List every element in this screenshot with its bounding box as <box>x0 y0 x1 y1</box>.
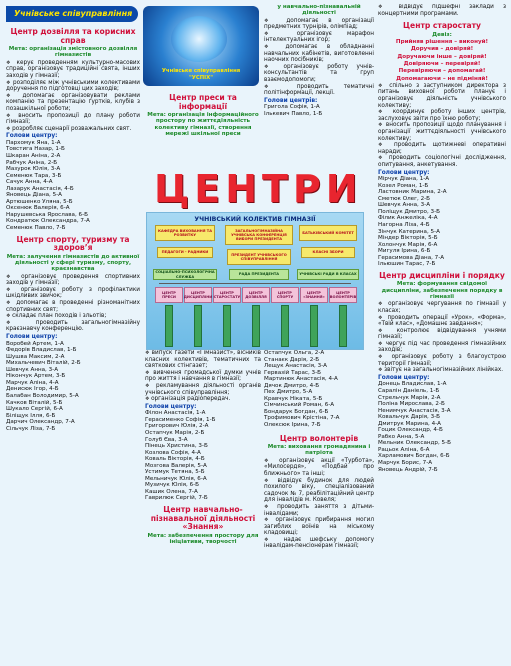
heads-label: Голови центру: <box>378 374 430 381</box>
member: Холончук Марія, 6-А <box>378 241 438 248</box>
motto-line: Допомагаючи – не підміняй! <box>396 75 488 82</box>
diagram-column <box>194 305 202 347</box>
logo-caption-1: Учнівське співуправління <box>161 68 241 74</box>
volunteer-center-title: Центр волонтерів <box>279 433 359 443</box>
centers-headline: ЦЕНТРИ <box>154 167 363 211</box>
diagram-box: ЗАГАЛЬНОГІМНАЗІЙНА УЧНІВСЬКА КОНФЕРЕНЦІЯ ВИБОРИ ПРЕЗИДЕНТА <box>225 225 293 245</box>
diagram-box: ЦЕНТР ВОЛОНТЕРІВ <box>329 287 357 303</box>
diagram-box: ЦЕНТР СТАРОСТАТУ <box>213 287 241 303</box>
member: Денисюк Ігор, 4-Б <box>6 386 59 393</box>
member: Козлова Софія, 4-А <box>145 449 201 456</box>
member: Мартинюк Анастасія, 4-А <box>264 376 338 383</box>
member: Яновець Діана, 5-А <box>6 192 62 199</box>
list-item: ❖ розробляє сценарії розважальних свят. <box>6 126 140 133</box>
member: Зінчук Катерина, 5-А <box>378 228 440 235</box>
member: Пархомук Яна, 1-А <box>6 139 61 146</box>
motto-line: Перевіряючи – допомагай! <box>398 68 486 75</box>
list-item: ❖ проводить загальногімназійну краєзнавчу конференцію. <box>6 320 140 333</box>
member: Оксенюк Валерія, 6-А <box>6 205 70 212</box>
press-center-goal: Мета: організація інформаційного простору по життєдіяльність колективу гімназії, створення мережі шкільної преси <box>147 112 259 138</box>
member: Кравчук Ніката, 5-Б <box>264 395 323 402</box>
member: Нарушевська Ярослава, 6-Б <box>6 211 88 218</box>
diagram-column <box>339 305 347 347</box>
knowledge-center-goal: Мета: забезпечення простору для ініціативи, творчості <box>147 532 259 546</box>
diagram-box: ЦЕНТР ДОЗВІЛЛЯ <box>242 287 270 303</box>
press-center-block <box>145 92 261 164</box>
member: Григола Софія, 1-А <box>264 104 320 111</box>
member: Голуб Єва, 3-А <box>145 436 188 443</box>
member: Остапчук Марія, 2-Б <box>145 429 205 436</box>
diagram-box: ПЕДАГОГИ - РАДНИКИ <box>157 247 213 258</box>
list-item: ❖ рекламування діяльності органів учнівського співуправління; <box>145 383 261 396</box>
volunteer-center-goal: Мета: виховання громадянина і патріота <box>267 444 371 457</box>
member: Артюшенко Уляна, 5-Б <box>6 198 73 205</box>
member: Мазурок Юлія, 3-А <box>6 166 61 173</box>
list-item: ❖ чергує під час проведення гімназійних заходів; <box>378 341 506 354</box>
list-item: ❖ відвідує будинок для людей похилого віку, спеціалізований садочок № 7, реабілітаційний центр для інвалідів м. Ковеля; <box>264 478 374 504</box>
member: Нагорна Ліза, 4-Б <box>378 222 430 228</box>
diagram-column <box>310 305 318 347</box>
heads-label: Голови центру: <box>6 333 58 340</box>
member: Дячок Дмитро, 4-Б <box>264 382 320 389</box>
list-item: ❖ організовує чергування по гімназії у класах; <box>378 301 506 314</box>
member: Ковальчук Дарія, 3-Б <box>378 414 441 421</box>
member: Качков Віталій, 5-Б <box>6 399 63 406</box>
list-item: ❖ організовує прибирання могил загиблих воїнів на міському кладовищі; <box>264 517 374 537</box>
list-item: ❖ допомагає в обладнанні навчальних кабінетів, виготовленні наочних посібників; <box>264 44 374 64</box>
member: Харламович Богдан, 6-Б <box>378 453 450 460</box>
member: Григорович Юлія, 2-А <box>145 423 209 430</box>
member: Бондарук Богдан, 6-Б <box>264 408 329 415</box>
diagram-column <box>252 305 260 347</box>
knowledge-goal-tail: у навчально-пізнавальній діяльності <box>277 4 361 17</box>
list-item: ❖ проводить операції «Урок», «Форма», «Твій клас», «Домашнє завдання»; <box>378 315 506 328</box>
member: Мельничук Юлія, 6-А <box>145 475 207 482</box>
member: Біліщук Ілля, 6-Б <box>6 412 56 419</box>
logo-caption-2: "УСПІХ" <box>189 75 213 81</box>
column-4 <box>378 4 506 666</box>
member: Товстига Назар, 1-Б <box>6 146 65 153</box>
member: Філон Анастасія, 1-А <box>145 410 206 417</box>
list-item: ❖ організовує роботу учнів-консультантів та груп взаємодопомоги; <box>264 64 374 84</box>
heads-label: Голови центру: <box>6 133 58 140</box>
member: Яновець Андрій, 7-Б <box>378 466 438 473</box>
member: Олексюк Ірина, 7-Б <box>264 422 321 429</box>
diagram-box: ЦЕНТР «ЗНАННЯ» <box>300 287 328 303</box>
prefects-center-title: Центр старостату <box>403 21 481 31</box>
member: Шушва Максим, 2-А <box>6 353 65 360</box>
member: Сачук Анна, 4-А <box>6 179 53 186</box>
member: Пех Дмитро, 5-А <box>264 389 313 396</box>
member: Шкаран Аніна, 2-А <box>6 153 61 159</box>
list-item: ❖ розподіляє між учнівськими колективами доручення по підготовці цих заходів; <box>6 80 140 93</box>
diagram-box: КЛАСНІ ЗБОРИ <box>301 247 355 258</box>
press-center-duties <box>145 350 261 666</box>
diagram-box: ЦЕНТР СПОРТУ <box>271 287 299 303</box>
motto-line: Довіряючи – перевіряй! <box>403 60 481 67</box>
member: Михальчевич Віталій, 2-Б <box>6 360 81 367</box>
member: Пінець Христина, 3-Б <box>145 443 208 450</box>
list-item: ❖ організовує акції «Турбота», «Милосердя», «Подбай про ближнього» та інші; <box>264 458 374 478</box>
diagram-column <box>223 305 231 347</box>
diagram-box: КАФЕДРА ВИХОВАННЯ ТА РОЗВИТКУ <box>155 225 215 241</box>
member: Рабчук Аніна, 2-Б <box>6 159 58 166</box>
list-item: ❖ організовує проведення спортивних заходів у гімназії; <box>6 274 140 287</box>
list-item: ❖ вносить пропозиції щодо планування і організації життєдіяльності учнівського колективу; <box>378 122 506 142</box>
member: Міндер Вікторія, 5-Б <box>378 235 438 242</box>
sport-center-goal: Мета: залучення гімназистів до активної діяльності у сфері туризму, спорту, краєзнавства <box>6 253 140 273</box>
list-item: ❖ проводить щотижневі оперативні наради; <box>378 142 506 155</box>
discipline-center-title: Центр дисципліни і порядку <box>379 270 505 280</box>
member: Музичук Юлія, 6-Б <box>145 482 200 489</box>
knowledge-center-continuation <box>264 4 374 166</box>
member: Лазарук Анастасія, 4-Б <box>6 185 74 192</box>
heads-label: Голови центру: <box>378 169 430 176</box>
member: Мірчук Діана, 1-А <box>378 176 430 183</box>
list-item: ❖ допомагає в проведенні різноманітних спортивних свят; <box>6 300 140 313</box>
member: Гервазій Тарас, 3-Б <box>264 369 321 376</box>
motto-label: Девіз: <box>432 31 452 38</box>
diagram-box: ЦЕНТР ДИСЦИПЛІНИ <box>184 287 212 303</box>
member: Сметюк Олег, 2-Б <box>378 195 431 202</box>
leisure-center-goal: Мета: організація змістовного дозвілля гімназистів <box>8 46 138 59</box>
list-item: ❖ спільно з заступником директора з питань виховної роботи планує і організовує діяльність учнівського колективу; <box>378 83 506 109</box>
motto-line: Доручаючи інше – довіряй! <box>397 53 487 60</box>
member: Шукало Сергій, 6-А <box>6 406 63 413</box>
list-item: ❖ організовує роботу з профілактики шкідливих звичок; <box>6 287 140 300</box>
list-item: ❖ керує проведенням культурно-масових справ, організовує традиційні свята, інших заходів у гімназії; <box>6 60 140 80</box>
member: Герасименко Софія, 1-Б <box>145 416 216 423</box>
diagram-box: УЧНІВСЬКІ РАДИ В КЛАСАХ <box>297 269 359 280</box>
sport-center-title: Центр спорту, туризму та здоров’я <box>16 234 130 253</box>
list-item: ❖ проводить соціологічні дослідження, опитування, анкетування. <box>378 155 506 168</box>
member: Філик Анжеліка, 4-А <box>378 215 438 222</box>
member: Федорів Владислав, 1-Б <box>6 347 77 354</box>
member: Мигуля Ірина, 6-Б <box>378 248 431 255</box>
member: Ластовник Марина, 2-А <box>378 189 447 196</box>
banner-text: Учнівське співуправління <box>14 9 133 18</box>
member: Донець Владислав, 1-А <box>378 381 447 388</box>
list-item: ❖ надає шефську допомогу інвалідам-пенсіонерам гімназії; <box>264 537 374 550</box>
list-item: ❖ проводить заняття з дітьми-інвалідами; <box>264 504 374 517</box>
diagram-column <box>281 305 289 347</box>
list-item: ❖ контролює відвідування учнями гімназії; <box>378 328 506 341</box>
member: Шевчук Анна, 3-А <box>6 366 59 373</box>
member: Остапчук Ольга, 2-А <box>264 350 325 356</box>
list-item: ❖ випуск газети «Гімназист», вісників класних колективів, тематичних та святкових стінгазет; <box>145 350 261 370</box>
member: Ненимчук Анастасія, 3-А <box>378 407 451 414</box>
list-item: ❖ проводить тематичні політінформації, лекції. <box>264 84 374 97</box>
member: Ільюшин Тарас, 7-Б <box>378 261 436 268</box>
motto-line: Доручив – довіряй! <box>410 46 474 53</box>
member: Стрельчук Марія, 2-А <box>378 394 441 401</box>
member: Шевчук Анна, 3-А <box>378 202 431 209</box>
member: Гаврилюк Сергій, 7-Б <box>145 495 208 502</box>
member: Сільчук Ліза, 7-Б <box>6 425 56 432</box>
member: Саралін Даніель, 1-Б <box>378 387 440 394</box>
leisure-center-title: Центр дозвілля та корисних справ <box>10 27 136 45</box>
member: Марчук Борис, 7-А <box>378 460 433 466</box>
diagram-column <box>165 305 173 347</box>
member: Лещук Анастасія, 3-А <box>264 363 328 370</box>
member: Семенюк Павло, 7-Б <box>6 225 66 232</box>
member: Коваль Вікторія, 4-Б <box>145 456 205 463</box>
heads-label: Голови центру: <box>145 403 197 410</box>
member: Балабан Володимир, 5-А <box>6 392 79 399</box>
connector-line <box>159 283 351 284</box>
motto-line: Прийняв рішення – виконуй! <box>395 39 489 46</box>
list-item: ❖ допомагає в організації предметних турнірів, олімпіад; <box>264 18 374 31</box>
list-item: ❖ вносить пропозиції до плану роботи гімназії; <box>6 113 140 126</box>
member: Кондратюк Олександра, 7-А <box>6 218 90 225</box>
member: Устимук Тетяна, 5-Б <box>145 469 205 476</box>
member: Кашик Олена, 7-А <box>145 488 198 495</box>
member: Ількевич Павло, 1-Б <box>264 110 323 117</box>
diagram-title: УЧНІВСЬКИЙ КОЛЕКТИВ ГІМНАЗІЇ <box>194 216 316 223</box>
member: Дмитрук Марина, 4-А <box>378 420 441 427</box>
discipline-center-goal: Мета: формування свідомої дисципліни, забезпечення порядку в гімназії <box>381 281 503 301</box>
diagram-box: ЦЕНТР ПРЕСИ <box>155 287 183 303</box>
member: Гоцик Олександр, 4-Б <box>378 427 443 434</box>
member: Марчук Аліна, 4-А <box>6 379 59 386</box>
list-item: ❖ координує роботу інших центрів, заслуховує звіти про їхню роботу; <box>378 109 506 122</box>
member: Трофимович Крістіна, 7-А <box>264 415 340 422</box>
member: Мозгова Валерія, 5-А <box>145 462 207 469</box>
member: Мельник Олександр, 5-Б <box>378 440 451 447</box>
member: Семенюк Тара, 3-Б <box>6 172 62 179</box>
member: Рацьок Аліна, 6-А <box>378 446 430 453</box>
list-item: ❖ допомагає організовувати реклами компанію та презентацію гуртків, клубів з позашкільної роботи; <box>6 93 140 113</box>
list-item: ❖ складає план походів і зльотів; <box>6 313 140 320</box>
heads-label: Голови центрів: <box>264 97 318 104</box>
press-center-title: Центр преси та інформації <box>169 93 237 111</box>
knowledge-center-title: Центр навчально-пізнавальної діяльності «Знання» <box>150 505 256 532</box>
member: Рабко Анна, 5-А <box>378 433 425 440</box>
member: Дарчич Олександр, 7-А <box>6 419 75 426</box>
structure-diagram <box>146 212 364 350</box>
diagram-box: БАТЬКІВСЬКИЙ КОМІТЕТ <box>299 225 357 241</box>
globe-icon <box>171 16 227 62</box>
member: Нікончук Артем, 3-Б <box>6 373 66 380</box>
member: Станаєк Дарія, 2-Б <box>264 356 320 363</box>
volunteer-center-block <box>264 350 374 666</box>
member: Воробей Артем, 1-А <box>6 340 64 347</box>
diagram-box: СОЦІАЛЬНО-ПСИХОЛОГІЧНА СЛУЖБА <box>153 269 217 280</box>
member: Герасимова Діана, 7-А <box>378 254 445 261</box>
list-item: ❖ вивчення громадської думки учнів про життя і навчання в гімназії; <box>145 370 261 383</box>
member: Козел Роман, 1-Б <box>378 182 429 189</box>
list-item: ❖ організовує роботу з благоустрою території гімназії; <box>378 354 506 367</box>
diagram-box: ПРЕЗИДЕНТ УЧНІВСЬКОГО СПІВУПРАВЛІННЯ <box>227 249 291 265</box>
diagram-box: РАДА ПРЕЗИДЕНТА <box>229 269 289 280</box>
list-item: ❖ організовує марафон інтелектуальних ігор; <box>264 31 374 44</box>
list-item: ❖ організація радіопередач. <box>145 396 261 403</box>
list-item: ❖ відвідує підшефні заклади з концертними програмами. <box>378 4 506 17</box>
member: Поліна Мирослава, 2-Б <box>378 401 445 408</box>
member: Сімчинський Роман, 6-А <box>264 402 335 409</box>
section-banner <box>6 6 138 22</box>
list-item: ❖ звітує на загальногімназійних лінійках. <box>378 367 506 374</box>
student-government-logo <box>143 6 259 86</box>
member: Поліщук Дмитро, 3-Б <box>378 208 440 215</box>
column-1 <box>6 26 140 666</box>
